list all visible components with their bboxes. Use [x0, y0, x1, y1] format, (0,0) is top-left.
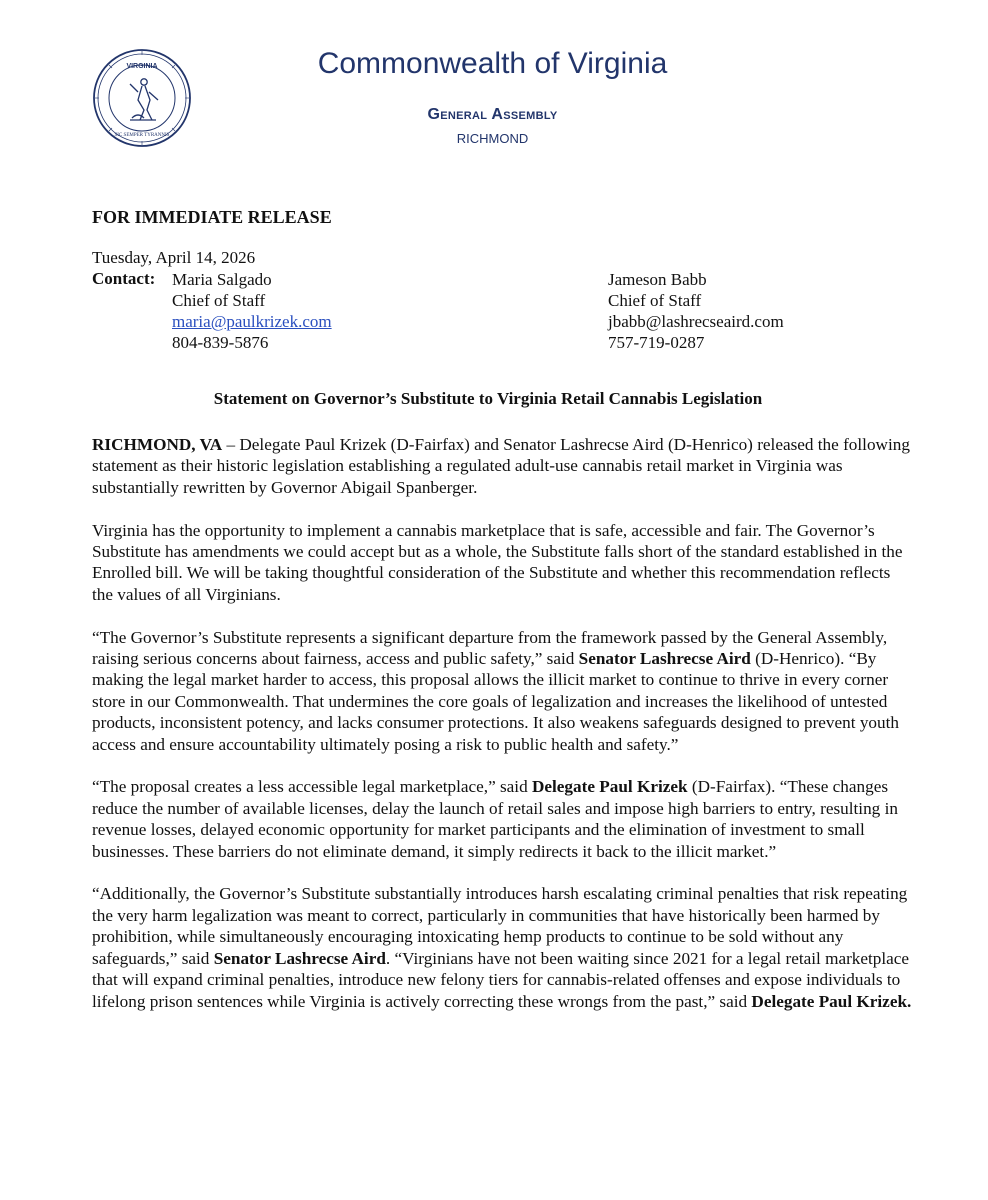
paragraph-text: (D-Fairfax). “These changes reduce the number of available licenses, delay the launch of retail sales and impose high barriers to entry, resulting in revenue losses, delayed economic opportunity for market participants and the elimination of investment to small businesses. These barriers do not eliminate demand, it simply redirects it back to the illicit market.” — [92, 777, 898, 861]
letterhead-title: Commonwealth of Virginia — [317, 47, 668, 80]
release-body — [92, 434, 914, 1033]
paragraph-3 — [92, 627, 914, 755]
speaker-name: Delegate Paul Krizek — [531, 777, 688, 797]
contact-phone: 757-719-0287 — [608, 333, 705, 352]
letterhead-assembly: General Assembly — [427, 106, 558, 123]
seal-motto: SIC SEMPER TYRANNIS — [114, 133, 170, 138]
contact-block-krizek — [172, 269, 332, 353]
paragraph-4 — [92, 776, 914, 862]
speaker-name: Delegate Paul Krizek. — [751, 991, 912, 1011]
seal-text: VIRGINIA — [126, 63, 158, 70]
virginia-seal-icon — [92, 48, 192, 148]
speaker-name: Senator Lashrecse Aird — [578, 649, 751, 669]
contact-label: Contact: — [92, 269, 156, 288]
paragraph-text: (D-Henrico). “By making the legal market harder to access, this proposal allows the illicit market to continue to thrive in every corner store in our Commonwealth. That undermines the core goals of legalization and increases the likelihood of untested products, inconsistent potency, and lacks consumer protections. It also weakens safeguards designed to prevent youth access and ensure accountability ultimately posing a risk to public health and safety.” — [92, 649, 899, 754]
release-label: FOR IMMEDIATE RELEASE — [92, 207, 332, 227]
letterhead-city: RICHMOND — [456, 131, 529, 146]
paragraph-text: “The Governor’s Substitute represents a significant departure from the framework passed by the General Assembly, raising serious concerns about fairness, access and public safety,” said — [92, 627, 888, 669]
contact-email: jbabb@lashrecseaird.com — [608, 312, 784, 331]
contact-phone: 804-839-5876 — [172, 333, 269, 352]
contact-block-aird — [608, 269, 784, 353]
paragraph-text: – Delegate Paul Krizek (D-Fairfax) and Senator Lashrecse Aird (D-Henrico) released the following statement as their historic legislation establishing a regulated adult-use cannabis retail market in Virginia was substantially rewritten by Governor Abigail Spanberger. — [92, 435, 910, 497]
release-date: Tuesday, April 14, 2026 — [92, 248, 256, 267]
dateline: RICHMOND, VA — [92, 435, 223, 454]
paragraph-text: . “Virginians have not been waiting since 2021 for a legal retail marketplace that will expand criminal penalties, introduce new felony tiers for cannabis-related offenses and expose individuals to lifelong prison sentences while Virginia is actively correcting these wrongs from the past,” said — [92, 948, 910, 1011]
paragraph-text: “The proposal creates a less accessible legal marketplace,” said — [92, 777, 532, 797]
paragraph-text: “Additionally, the Governor’s Substitute substantially introduces harsh escalating criminal penalties that risk repeating the very harm legalization was meant to correct, particularly in communities that have historically been harmed by prohibition, while simultaneously encouraging intoxicating hemp products to continue to be sold without any safeguards,” said — [92, 884, 908, 968]
paragraph-5 — [92, 883, 914, 1011]
contact-title: Chief of Staff — [608, 291, 702, 310]
paragraph-intro — [92, 434, 914, 498]
speaker-name: Senator Lashrecse Aird — [213, 948, 386, 968]
contact-email-link[interactable]: maria@paulkrizek.com — [172, 312, 332, 331]
contact-title: Chief of Staff — [172, 291, 266, 310]
paragraph-2: Virginia has the opportunity to implement a cannabis marketplace that is safe, accessible and fair. The Governor’s Substitute has amendments we could accept but as a whole, the Substitute falls short of the standard established in the Enrolled bill. We will be taking thoughtful consideration of the Substitute and whether this recommendation reflects the values of all Virginians. — [92, 520, 903, 604]
headline: Statement on Governor’s Substitute to Virginia Retail Cannabis Legislation — [213, 389, 763, 408]
contact-name: Jameson Babb — [608, 270, 707, 289]
contact-name: Maria Salgado — [172, 270, 272, 289]
